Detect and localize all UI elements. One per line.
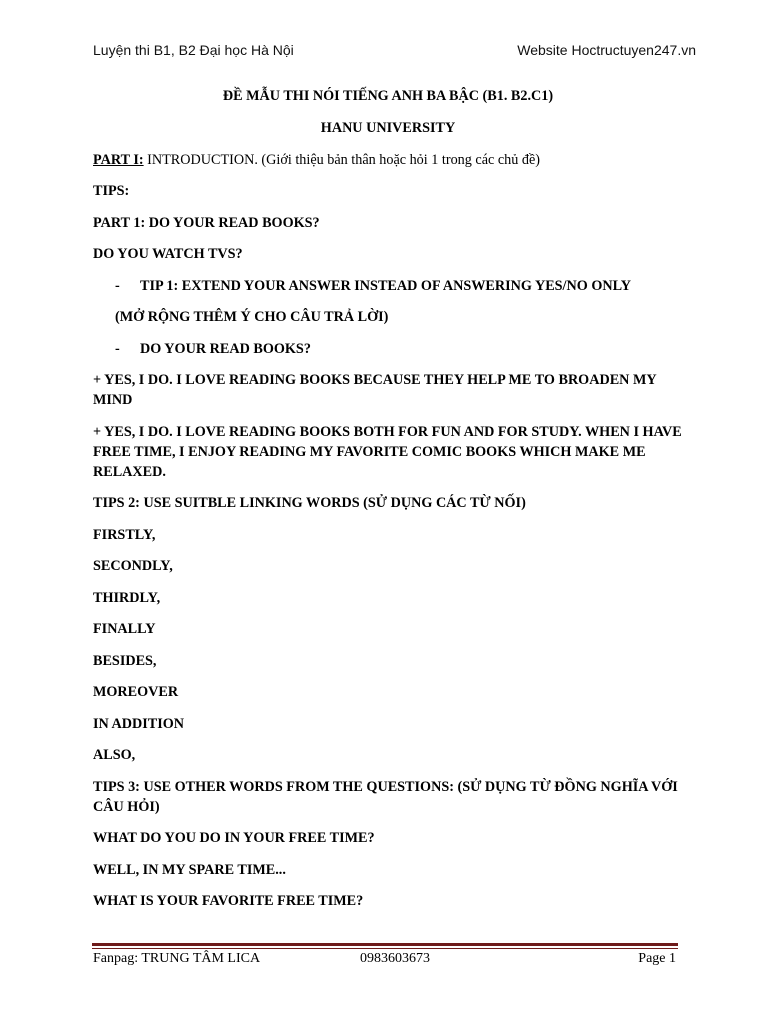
part1-text: INTRODUCTION. (Giới thiệu bản thân hoặc hỏi 1 trong các chủ đề): [143, 151, 540, 168]
header-right-text: Website Hoctructuyen247.vn: [517, 42, 696, 58]
answer-1: + YES, I DO. I LOVE READING BOOKS BECAUSE THEY HELP ME TO BROADEN MY MIND: [93, 372, 657, 408]
document-subtitle: HANU UNIVERSITY: [320, 120, 456, 136]
footer-fanpage: Fanpag: TRUNG TÂM LICA: [93, 951, 261, 966]
linking-word: FINALLY: [93, 621, 156, 637]
question-2: DO YOU WATCH TVS?: [93, 246, 243, 262]
answer-2: + YES, I DO. I LOVE READING BOOKS BOTH FOR FUN AND FOR STUDY. WHEN I HAVE FREE TIME, I ENJOY READING MY FAVORITE COMIC BOOKS WHICH MAKE ME RELAXED.: [93, 423, 682, 480]
document-title: ĐỀ MẪU THI NÓI TIẾNG ANH BA BẬC (B1. B2.C1): [222, 88, 554, 104]
bullet-dash: -: [115, 277, 120, 294]
footer-page-number: Page 1: [638, 951, 676, 966]
tip1-bullet: [93, 276, 683, 296]
footer-rule-thin: [92, 948, 678, 949]
bullet-2: [93, 339, 683, 359]
linking-word: SECONDLY,: [93, 558, 173, 574]
tip3-heading: TIPS 3: USE OTHER WORDS FROM THE QUESTIONS: (SỬ DỤNG TỪ ĐỒNG NGHĨA VỚI CÂU HỎI): [93, 778, 678, 815]
tips-heading: TIPS:: [93, 183, 130, 199]
part1-heading: [93, 150, 683, 170]
linking-word: IN ADDITION: [93, 715, 185, 732]
bullet-dash: -: [115, 340, 120, 357]
bullet-2-text: DO YOUR READ BOOKS?: [140, 340, 311, 357]
header-left-text: Luyện thi B1, B2 Đại học Hà Nội: [93, 42, 294, 58]
linking-word: BESIDES,: [93, 652, 157, 669]
question-3: WHAT DO YOU DO IN YOUR FREE TIME?: [93, 830, 375, 846]
linking-word: MOREOVER: [93, 684, 179, 700]
footer-rule-thick: [92, 943, 678, 946]
linking-word: THIRDLY,: [93, 589, 161, 606]
tip1-text: TIP 1: EXTEND YOUR ANSWER INSTEAD OF ANSWERING YES/NO ONLY: [140, 277, 632, 294]
answer-3: WELL, IN MY SPARE TIME...: [93, 861, 286, 878]
tip2-heading: TIPS 2: USE SUITBLE LINKING WORDS (SỬ DỤNG CÁC TỪ NỐI): [93, 495, 526, 511]
footer-phone: 0983603673: [360, 951, 430, 966]
part1-label: PART I:: [93, 151, 144, 168]
linking-word: ALSO,: [93, 747, 136, 763]
tip1-vietnamese: (MỞ RỘNG THÊM Ý CHO CÂU TRẢ LỜI): [115, 309, 389, 325]
question-1: PART 1: DO YOUR READ BOOKS?: [93, 214, 320, 231]
document-body: [93, 86, 683, 923]
question-4: WHAT IS YOUR FAVORITE FREE TIME?: [93, 893, 364, 909]
linking-word: FIRSTLY,: [93, 526, 156, 543]
